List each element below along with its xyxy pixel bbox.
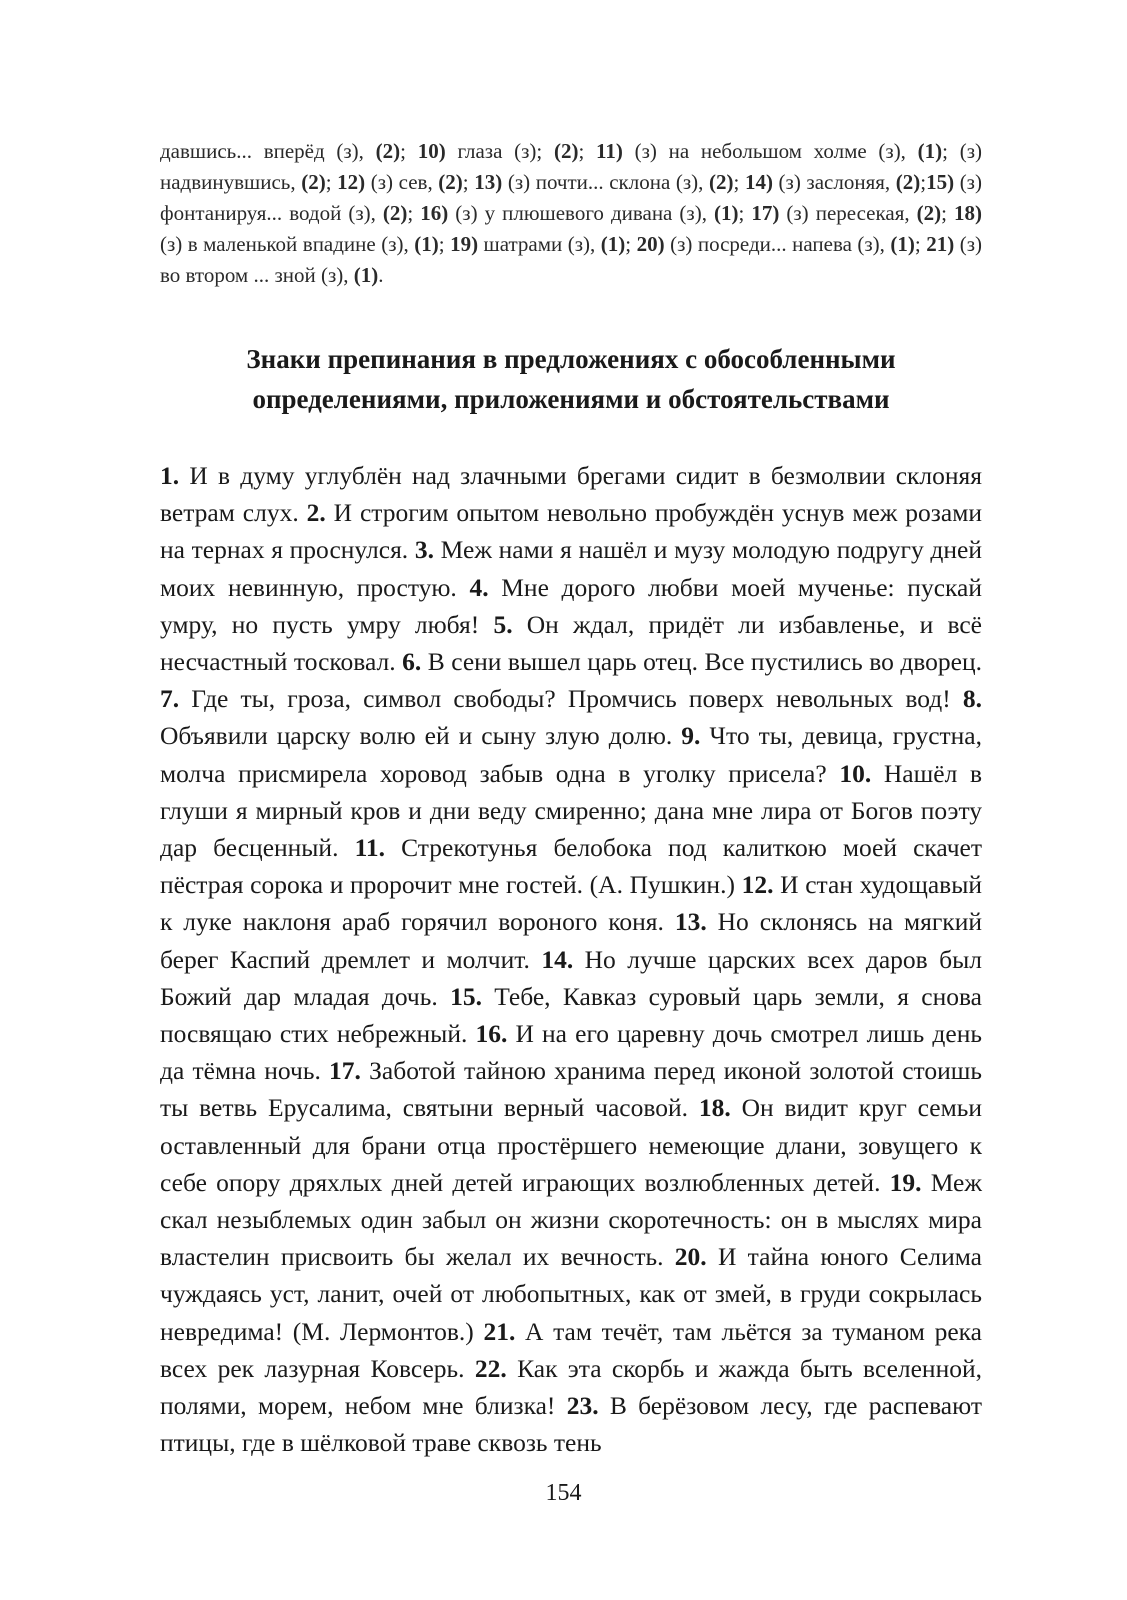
sentence-text: И в думу углублён над злачными брегами сидит в безмолвии склоняя ветрам слух. <box>160 461 982 528</box>
answer-key-number: (2) <box>382 201 408 225</box>
sentence-number: 11. <box>354 833 386 863</box>
answer-key-number: 18) <box>954 201 983 225</box>
answer-key-number: 21) <box>926 232 955 256</box>
answer-key-text: ; <box>400 139 418 163</box>
answer-key-text: . <box>378 263 384 287</box>
answer-key-text: ; <box>941 201 955 225</box>
answer-key-number: (1) <box>713 201 739 225</box>
sentence-text: Тебе, Кавказ суровый царь земли, я снова посвящаю стих небрежный. <box>160 981 982 1049</box>
answer-key-number: 14) <box>744 170 773 194</box>
answer-key-text: (з) заслоняя, <box>772 170 896 194</box>
sentence-number: 12. <box>741 870 774 900</box>
section-heading-line-1: Знаки препинания в предложениях с обособленными <box>246 344 896 374</box>
answer-key-number: (2) <box>895 170 921 194</box>
answer-key-number: (1) <box>600 232 626 256</box>
answer-key-text: давшись... вперёд (з), <box>160 139 376 163</box>
answer-key-text: (з) в маленькой впадине (з), <box>160 232 415 256</box>
sentence-text: В берёзовом лесу, где распевают птицы, где в шёлковой траве сквозь тень <box>160 1391 982 1458</box>
answer-key-text: (з) фонтанируя... водой (з), <box>160 170 982 225</box>
sentence-text: И на его царевну дочь смотрел лишь день да тёмна ночь. <box>160 1019 982 1086</box>
answer-key-number: 10) <box>417 139 446 163</box>
sentence-text: И строгим опытом невольно пробуждён уснув меж розами на тернах я проснулся. <box>160 498 982 565</box>
answer-key-number: (2) <box>916 201 942 225</box>
answer-key-number: (2) <box>438 170 463 194</box>
sentence-number: 22. <box>474 1353 507 1383</box>
sentence-number: 21. <box>483 1316 516 1346</box>
sentence-number: 8. <box>962 684 982 714</box>
answer-key-number: 19) <box>450 232 479 256</box>
answer-key-number: (2) <box>553 139 579 163</box>
answer-key-number: (1) <box>353 263 379 287</box>
answer-key-text: ; <box>625 232 637 256</box>
exercise-text <box>160 457 982 1461</box>
sentence-text: Стрекотунья белобока под калиткою моей скачет пёстрая сорока и пророчит мне гостей. (А. Пушкин.) <box>160 833 982 900</box>
sentence-number: 16. <box>475 1019 508 1049</box>
sentence-number: 13. <box>674 907 707 937</box>
answer-key-number: (2) <box>301 170 326 194</box>
sentence-text: Где ты, гроза, символ свободы? Промчись поверх невольных вод! <box>179 684 963 714</box>
answer-key-text: ; (з) надвинувшись, <box>160 139 982 194</box>
answer-key-number: 16) <box>420 201 449 225</box>
answer-key-text: ; <box>733 170 745 194</box>
sentence-number: 9. <box>681 721 701 751</box>
answer-key-text: (з) сев, <box>365 170 439 194</box>
answer-key-text: ; <box>438 232 451 256</box>
exercise-paragraph <box>160 457 982 1461</box>
answer-key-text: ; <box>920 170 927 194</box>
answer-key-number: (2) <box>375 139 401 163</box>
answer-key-number: 13) <box>474 170 503 194</box>
sentence-text: И стан худощавый к луке наклоня араб горячил вороного коня. <box>160 870 983 937</box>
answer-key-text: шатрами (з), <box>478 232 601 256</box>
sentence-number: 1. <box>160 461 180 490</box>
sentence-number: 6. <box>402 647 422 677</box>
answer-key-text: (з) во втором ... зной (з), <box>160 232 982 287</box>
answer-key-text: (з) пересекая, <box>779 201 917 225</box>
answer-key-number: (1) <box>414 232 439 256</box>
sentence-text: Меж нами я нашёл и музу молодую подругу дней моих невинную, простую. <box>160 535 982 602</box>
sentence-number: 19. <box>889 1167 922 1197</box>
answer-key-text: ; <box>325 170 338 194</box>
section-heading <box>160 339 982 419</box>
sentence-number: 17. <box>329 1056 361 1086</box>
answer-key-text: (з) у плюшевого дивана (з), <box>448 201 714 225</box>
sentence-text: Он видит круг семьи оставленный для брани отца простёршего немеющие длани, зовущего к себе опору дряхлых дней детей играющих возлюбленных детей. <box>160 1093 982 1197</box>
answer-key-number: 11) <box>596 139 623 163</box>
answer-key-text: ; <box>738 201 752 225</box>
sentence-text: Но склонясь на мягкий берег Каспий дремлет и молчит. <box>160 907 982 974</box>
sentence-text: Нашёл в глуши я мирный кров и дни веду смиренно; дана мне лира от Богов поэту дар бесценный. <box>160 758 983 863</box>
sentence-text: Как эта скорбь и жажда быть вселенной, полями, морем, небом мне близка! <box>160 1353 982 1421</box>
sentence-number: 5. <box>493 609 513 639</box>
answer-key-number: (2) <box>709 170 734 194</box>
answer-key-paragraph <box>160 136 982 291</box>
sentence-text: Объявили царску волю ей и сыну злую долю. <box>160 721 682 751</box>
sentence-number: 23. <box>566 1391 599 1421</box>
section-heading-line-2: определениями, приложениями и обстоятельствами <box>252 384 890 414</box>
answer-key-text: ; <box>462 170 475 194</box>
sentence-number: 14. <box>541 944 574 974</box>
answer-key-number: (1) <box>890 232 915 256</box>
answer-key-number: 17) <box>751 201 780 225</box>
answer-key-number: 12) <box>337 170 366 194</box>
page-number: 154 <box>545 1480 582 1506</box>
sentence-text: Заботой тайною хранима перед иконой золотой стоишь ты ветвь Ерусалима, святыни верный часовой. <box>160 1056 982 1123</box>
answer-key-text: (з) почти... склона (з), <box>502 170 710 194</box>
answer-key-text: ; <box>578 139 597 163</box>
sentence-number: 18. <box>698 1093 731 1123</box>
sentence-number: 10. <box>839 758 872 788</box>
sentence-text: И тайна юного Селима чуждаясь уст, ланит, очей от любопытных, как от змей, в груди сокрылась невредима! (М. Лермонтов.) <box>160 1242 982 1346</box>
sentence-number: 2. <box>306 498 326 528</box>
sentence-text: Что ты, девица, грустна, молча присмирела хоровод забыв одна в уголку присела? <box>160 721 982 788</box>
sentence-number: 3. <box>414 535 434 565</box>
answer-key-text: глаза (з); <box>445 139 554 163</box>
sentence-text: Но лучше царских всех даров был Божий дар младая дочь. <box>160 944 983 1011</box>
answer-key-number: 20) <box>636 232 665 256</box>
sentence-text: Мне дорого любви моей мученье: пускай умру, но пусть умру любя! <box>160 572 982 639</box>
sentence-number: 4. <box>469 572 489 602</box>
sentence-text: В сени вышел царь отец. Все пустились во дворец. <box>421 647 982 677</box>
sentence-text: Меж скал незыблемых один забыл он жизни скоротечность: он в мыслях мира властелин присвоить бы желал их вечность. <box>160 1167 982 1272</box>
answer-key-text: ; <box>914 232 927 256</box>
sentence-text: А там течёт, там льётся за туманом река всех рек лазурная Ковсерь. <box>160 1316 982 1383</box>
sentence-number: 15. <box>450 981 482 1011</box>
answer-key-text: ; <box>407 201 421 225</box>
page-content <box>160 136 982 1461</box>
sentence-text: Он ждал, придёт ли избавленье, и всё несчастный тосковал. <box>160 609 982 677</box>
answer-key-text: (з) на небольшом холме (з), <box>622 139 918 163</box>
answer-key-text: (з) посреди... напева (з), <box>664 232 891 256</box>
answer-key-number: 15) <box>926 170 955 194</box>
sentence-number: 7. <box>160 684 180 714</box>
sentence-number: 20. <box>674 1242 707 1272</box>
answer-key-number: (1) <box>917 139 943 163</box>
